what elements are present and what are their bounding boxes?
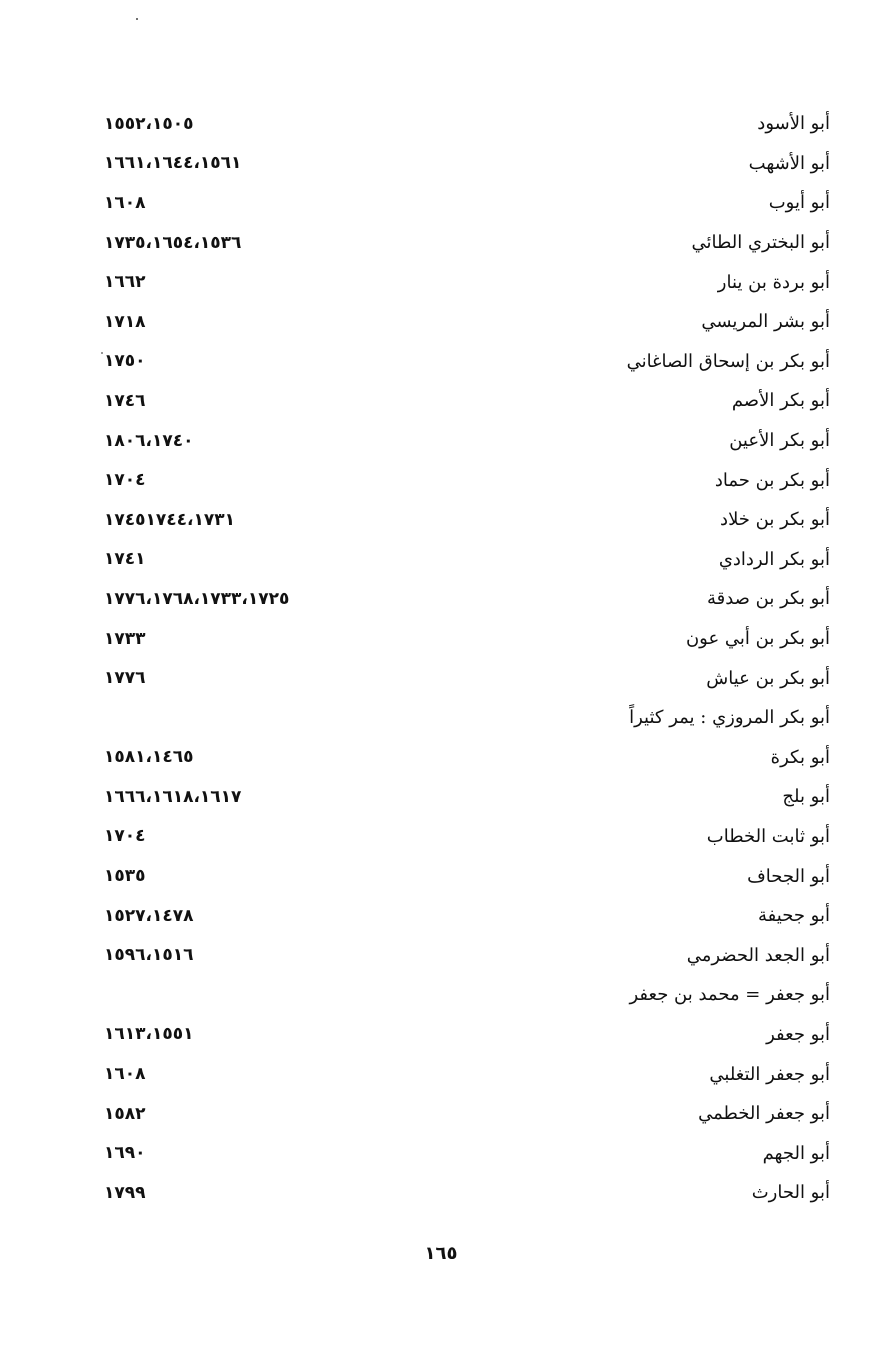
entry-name: أبو البختري الطائي [691, 232, 830, 254]
entry-name: أبو جحيفة [758, 905, 830, 927]
index-entry [100, 1094, 830, 1134]
entry-name: أبو الأسود [757, 113, 830, 135]
index-entry [100, 698, 830, 738]
entry-pages: ١٦٠٨ [104, 1064, 146, 1085]
page-number: ١٦٥ [424, 1243, 458, 1264]
index-entry [100, 262, 830, 302]
entry-name: أبو بكر بن خلاد [720, 509, 830, 531]
entry-name: أبو بكر بن حماد [714, 469, 830, 491]
entry-name: أبو بكر الأعين [729, 430, 830, 452]
scan-speck [136, 18, 138, 20]
entry-name: أبو بكرة [770, 746, 830, 768]
entry-name: أبو بكر المروزي : يمر كثيراً [629, 707, 830, 729]
entry-name: أبو بكر بن عياش [706, 667, 830, 689]
entry-name: أبو الجحاف [747, 865, 830, 887]
index-entry [100, 460, 830, 500]
entry-pages: ١٥٣٥ [104, 866, 146, 887]
entry-pages: ١٦٦٢ [104, 272, 146, 293]
entry-pages: ١٧١٨ [104, 311, 146, 332]
entry-name: أبو بكر بن أبي عون [685, 628, 830, 650]
index-entry [100, 104, 830, 144]
index-entry [100, 381, 830, 421]
index-entry [100, 856, 830, 896]
index-entry [100, 1173, 830, 1213]
index-entry [100, 421, 830, 461]
entry-name: أبو ثابت الخطاب [706, 825, 830, 847]
index-entry [100, 935, 830, 975]
entry-pages: ١٥٨١،١٤٦٥ [104, 747, 194, 768]
entry-name: أبو بكر الأصم [731, 390, 830, 412]
entry-name: أبو الأشهب [748, 152, 830, 174]
index-entry [100, 144, 830, 184]
entry-pages: ١٨٠٦،١٧٤٠ [104, 430, 194, 451]
entry-name: أبو بكر الردادي [718, 548, 830, 570]
index-entry [100, 619, 830, 659]
index-entry [100, 975, 830, 1015]
entry-name: أبو بكر بن إسحاق الصاغاني [626, 350, 830, 372]
index-entry [100, 579, 830, 619]
entry-pages: ١٧٤٥١٧٤٤،١٧٣١ [104, 509, 235, 530]
entry-pages: ١٧٤٦ [104, 390, 146, 411]
entry-pages: ١٧٣٥،١٦٥٤،١٥٣٦ [104, 232, 242, 253]
entry-pages: ١٧٩٩ [104, 1182, 146, 1203]
entry-pages: ١٧٣٣ [104, 628, 146, 649]
entry-pages: ١٦٩٠ [104, 1143, 146, 1164]
entry-pages: ١٧٧٦،١٧٦٨،١٧٣٣،١٧٢٥ [104, 588, 290, 609]
index-entry [100, 500, 830, 540]
index-entry [100, 658, 830, 698]
index-entry [100, 1133, 830, 1173]
entry-pages: ١٧٠٤ [104, 470, 146, 491]
entry-name: أبو جعفر التغلبي [709, 1063, 830, 1085]
index-entry [100, 540, 830, 580]
entry-name: أبو بردة بن ينار [717, 271, 830, 293]
index-entry [100, 777, 830, 817]
index-entry [100, 302, 830, 342]
entry-pages: ١٧٧٦ [104, 668, 146, 689]
entry-name: أبو بكر بن صدقة [706, 588, 830, 610]
entry-pages: ١٦٦٦،١٦١٨،١٦١٧ [104, 786, 242, 807]
index-entry [100, 738, 830, 778]
entry-pages: ١٦٠٨ [104, 192, 146, 213]
index-entry [100, 817, 830, 857]
index-entry [100, 1054, 830, 1094]
entry-pages: ١٧٠٤ [104, 826, 146, 847]
entry-pages: ١٦٦١،١٦٤٤،١٥٦١ [104, 153, 242, 174]
index-list [100, 104, 830, 1213]
index-entry [100, 223, 830, 263]
entry-pages: ١٧٤١ [104, 549, 146, 570]
entry-name: أبو أيوب [768, 192, 830, 214]
entry-name: أبو جعفر [766, 1023, 830, 1045]
index-entry [100, 183, 830, 223]
entry-name: أبو الجهم [762, 1142, 830, 1164]
entry-pages: ١٧٥٠ [104, 351, 146, 372]
entry-pages: ١٦١٣،١٥٥١ [104, 1024, 194, 1045]
index-entry [100, 896, 830, 936]
entry-name: أبو بشر المريسي [701, 311, 830, 333]
entry-name: أبو جعفر الخطمي [698, 1103, 830, 1125]
entry-pages: ١٥٢٧،١٤٧٨ [104, 905, 194, 926]
index-entry [100, 342, 830, 382]
entry-name: أبو الجعد الحضرمي [686, 944, 830, 966]
entry-pages: ١٥٥٢،١٥٠٥ [104, 113, 194, 134]
entry-name: أبو الحارث [751, 1182, 830, 1204]
entry-pages: ١٥٩٦،١٥١٦ [104, 945, 194, 966]
index-entry [100, 1015, 830, 1055]
entry-pages: ١٥٨٢ [104, 1103, 146, 1124]
entry-name: أبو بلج [782, 786, 830, 808]
entry-name: أبو جعفر = محمد بن جعفر [629, 984, 830, 1006]
